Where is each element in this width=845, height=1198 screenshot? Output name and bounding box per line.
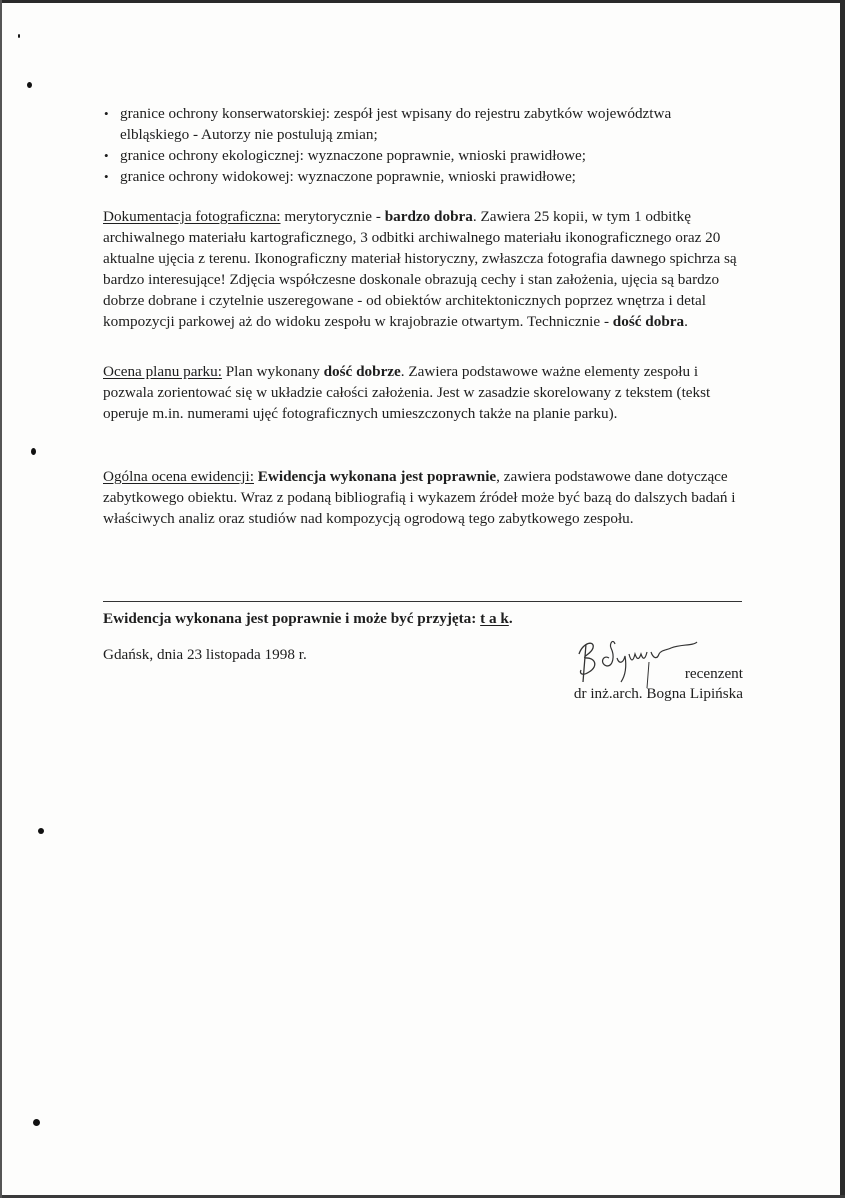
scan-border-top (0, 0, 845, 3)
reviewer-name: dr inż.arch. Bogna Lipińska (573, 685, 743, 702)
conclusion-end: . (508, 610, 513, 627)
paragraph-text: . Zawiera podstawowe ważne elementy zespołu i pozwala zorientować się w układzie całości założenia. Jest w zasadzie skorelowany z tekstem (tekst operuje m.in. numerami ujęć fotograficznych umieszczonych także na planie parku). (103, 363, 711, 422)
conclusion-line (103, 608, 513, 629)
paragraph-text: . (684, 313, 688, 330)
park-plan-heading: Ocena planu parku: (103, 363, 222, 380)
general-assessment-paragraph (103, 466, 743, 529)
list-item-text: granice ochrony konserwatorskiej: zespół jest wpisany do rejestru zabytków województwa elbląskiego - Autorzy nie postulują zmian; (120, 105, 672, 143)
reviewer-role: recenzent (684, 665, 743, 682)
bullet-icon: • (104, 106, 109, 121)
list-item-text: granice ochrony ekologicznej: wyznaczone poprawnie, wnioski prawidłowe; (120, 147, 587, 164)
bullet-list (103, 103, 743, 187)
list-item-text: granice ochrony widokowej: wyznaczone poprawnie, wnioski prawidłowe; (120, 168, 576, 185)
scan-speck (18, 34, 20, 38)
photo-documentation-heading: Dokumentacja fotograficzna: (103, 208, 281, 225)
divider-line (103, 601, 742, 602)
list-item (103, 145, 743, 166)
photo-documentation-paragraph (103, 206, 743, 332)
paragraph-text: , zawiera podstawowe dane dotyczące zabytkowego obiektu. Wraz z podaną bibliografią i wykazem źródeł może być bazą do dalszych badań i właściwych analiz oraz studiów nad kompozycją ogrodową tego zabytkowego zespołu. (103, 468, 736, 527)
scan-border-left (0, 0, 2, 1198)
list-item (103, 166, 743, 187)
document-body (103, 103, 743, 702)
list-item (103, 103, 743, 145)
rating-bold: bardzo dobra (384, 208, 473, 225)
bullet-icon: • (104, 148, 109, 163)
assessment-bold: Ewidencja wykonana jest poprawnie (257, 468, 497, 485)
bullet-icon: • (104, 169, 109, 184)
paragraph-text: Plan wykonany (221, 363, 324, 380)
park-plan-paragraph (103, 361, 743, 424)
scan-border-right (840, 0, 845, 1198)
conclusion-answer: t a k (480, 610, 509, 627)
scan-speck (27, 82, 32, 88)
general-assessment-heading: Ogólna ocena ewidencji: (103, 468, 254, 485)
scan-speck (31, 448, 36, 455)
rating-bold: dość dobra (612, 313, 685, 330)
rating-bold: dość dobrze (323, 363, 401, 380)
conclusion-text: Ewidencja wykonana jest poprawnie i może być przyjęta: (103, 610, 481, 627)
date-line: Gdańsk, dnia 23 listopada 1998 r. (103, 646, 307, 663)
paragraph-text: . Zawiera 25 kopii, w tym 1 odbitkę archiwalnego materiału kartograficznego, 3 odbitki archiwalnego materiału ikonograficznego oraz 20 aktualne ujęcia z terenu. Ikonograficzny materiał historyczny, zwłaszcza fotografia dawnego spichrza są bardzo interesujące! Zdjęcia współczesne doskonale obrazują cechy i stan założenia, ujęcia są bardzo dobrze dobrane i czytelnie uszeregowane - od obiektów architektonicznych poprzez wnętrza i detal kompozycji parkowej aż do widoku zespołu w krajobrazie otwartym. Technicznie - (103, 208, 737, 330)
scan-speck (33, 1119, 40, 1126)
paragraph-text: merytorycznie - (280, 208, 385, 225)
scan-speck (38, 828, 44, 834)
